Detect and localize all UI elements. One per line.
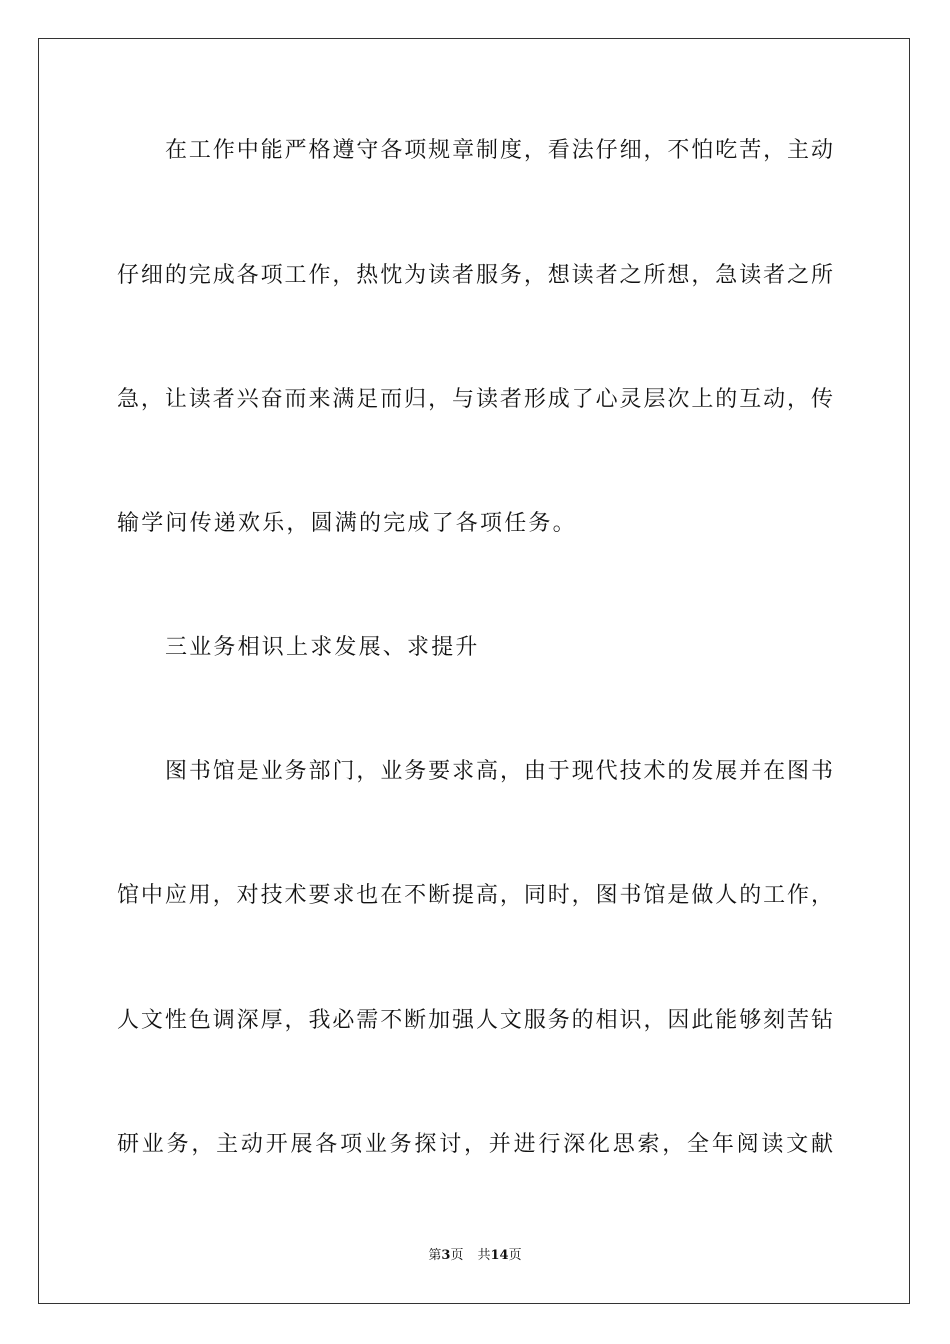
paragraph-line: 仔细的完成各项工作，热忱为读者服务，想读者之所想，急读者之所: [117, 263, 833, 288]
footer-page-prefix: 第: [428, 1248, 442, 1263]
paragraph-line: 在工作中能严格遵守各项规章制度，看法仔细，不怕吃苦，主动: [165, 138, 833, 163]
paragraph-line: 研业务，主动开展各项业务探讨，并进行深化思索，全年阅读文献: [117, 1132, 833, 1157]
footer-total-prefix: 共: [477, 1248, 491, 1263]
paragraph-line: 图书馆是业务部门，业务要求高，由于现代技术的发展并在图书: [165, 759, 833, 784]
page-border: [38, 38, 910, 1304]
footer-total-suffix: 页: [508, 1248, 522, 1263]
paragraph-line: 输学问传递欢乐，圆满的完成了各项任务。: [117, 511, 577, 536]
paragraph-line: 人文性色调深厚，我必需不断加强人文服务的相识，因此能够刻苦钻: [117, 1008, 833, 1033]
paragraph-line: 急，让读者兴奋而来满足而归，与读者形成了心灵层次上的互动，传: [117, 387, 833, 412]
section-heading: 三业务相识上求发展、求提升: [165, 635, 480, 660]
footer-total-pages: 14: [490, 1248, 509, 1263]
footer-page-number: 3: [441, 1248, 451, 1263]
paragraph-line: 馆中应用，对技术要求也在不断提高，同时，图书馆是做人的工作，: [117, 883, 833, 908]
footer-page-suffix: 页: [450, 1248, 464, 1263]
page-footer: [0, 1247, 950, 1265]
